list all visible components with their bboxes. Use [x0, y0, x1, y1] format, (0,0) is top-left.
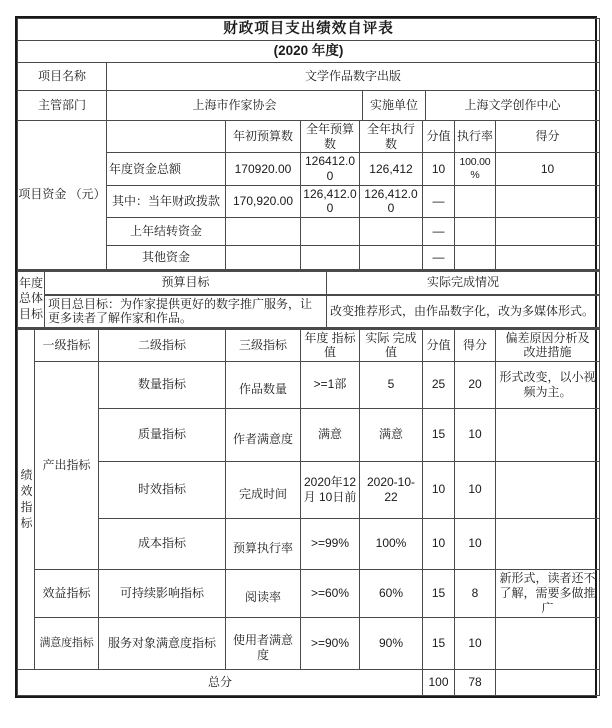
perf-col-actual: 实际 完成值 — [360, 329, 423, 362]
perf-score: 20 — [455, 361, 496, 408]
perf-level3: 使用者满意度 — [226, 617, 301, 669]
funds-points-value: — — [423, 245, 455, 269]
perf-actual: 60% — [360, 569, 423, 617]
funds-score-value: 10 — [496, 153, 600, 185]
funds-points-value: — — [423, 217, 455, 245]
funds-annual-value: 126,412.00 — [301, 185, 360, 217]
total-row — [18, 669, 600, 695]
total-points-value: 100 — [423, 669, 455, 695]
performance-table — [17, 328, 600, 696]
funds-score-value — [496, 185, 600, 217]
funds-initial-value — [226, 217, 301, 245]
perf-level2: 服务对象满意度指标 — [99, 617, 226, 669]
perf-target: 2020年12月 10日前 — [301, 461, 360, 518]
perf-actual: 满意 — [360, 408, 423, 461]
funds-points-value: — — [423, 185, 455, 217]
report-year: (2020 年度) — [18, 41, 600, 63]
perf-points: 15 — [423, 569, 455, 617]
funds-executed-value — [360, 245, 423, 269]
funds-score-value — [496, 217, 600, 245]
funds-annual-value — [301, 217, 360, 245]
project-name-label: 项目名称 — [18, 63, 107, 91]
perf-col-target: 年度 指标值 — [301, 329, 360, 362]
perf-col-deviation: 偏差原因分析及 改进措施 — [496, 329, 600, 362]
funds-executed-value: 126,412 — [360, 153, 423, 185]
perf-points: 15 — [423, 617, 455, 669]
perf-target: >=1部 — [301, 361, 360, 408]
perf-score: 10 — [455, 461, 496, 518]
perf-level3: 作品数量 — [226, 361, 301, 408]
funds-initial-value — [226, 245, 301, 269]
perf-score: 10 — [455, 408, 496, 461]
annual-goal-table — [17, 270, 600, 328]
total-label: 总分 — [18, 669, 423, 695]
funds-table — [17, 121, 600, 270]
perf-row-benefit — [18, 569, 600, 617]
perf-level3: 作者满意度 — [226, 408, 301, 461]
impl-unit-value: 上海文学创作中心 — [426, 91, 600, 121]
perf-level2: 成本指标 — [99, 518, 226, 569]
funds-annual-value — [301, 245, 360, 269]
funds-col-annual-budget: 全年预算数 — [301, 121, 360, 153]
perf-target: 满意 — [301, 408, 360, 461]
perf-row-timeliness — [18, 461, 600, 518]
funds-annual-value: 126412.00 — [301, 153, 360, 185]
funds-section-label: 项目资金 （元） — [18, 121, 107, 269]
funds-col-score: 得分 — [496, 121, 600, 153]
impl-unit-label: 实施单位 — [363, 91, 426, 121]
empty-cell — [496, 669, 600, 695]
funds-row-name: 其他资金 — [107, 245, 226, 269]
budget-goal-text: 项目总目标：为作家提供更好的数字推广服务，让更多读者了解作家和作品。 — [45, 295, 327, 327]
budget-goal-header: 预算目标 — [45, 271, 327, 295]
dept-label: 主管部门 — [18, 91, 107, 121]
perf-col-level1: 一级指标 — [35, 329, 99, 362]
header-table — [17, 18, 600, 121]
funds-points-value: 10 — [423, 153, 455, 185]
perf-col-level2: 二级指标 — [99, 329, 226, 362]
funds-row-name: 上年结转资金 — [107, 217, 226, 245]
funds-rate-value — [455, 185, 496, 217]
funds-rate-value — [455, 245, 496, 269]
funds-initial-value: 170,920.00 — [226, 185, 301, 217]
perf-level3: 阅读率 — [226, 569, 301, 617]
perf-points: 15 — [423, 408, 455, 461]
dept-value: 上海市作家协会 — [107, 91, 363, 121]
empty-cell — [107, 121, 226, 153]
perf-deviation — [496, 617, 600, 669]
perf-score: 10 — [455, 617, 496, 669]
perf-col-level3: 三级指标 — [226, 329, 301, 362]
perf-group-satisfaction: 满意度指标 — [35, 617, 99, 669]
perf-row-quality — [18, 408, 600, 461]
perf-row-satisfaction — [18, 617, 600, 669]
perf-target: >=90% — [301, 617, 360, 669]
funds-row-name: 年度资金总额 — [107, 153, 226, 185]
annual-goal-section-label: 年度总体目标 — [18, 271, 45, 327]
perf-level2: 时效指标 — [99, 461, 226, 518]
perf-points: 10 — [423, 461, 455, 518]
funds-score-value — [496, 245, 600, 269]
perf-col-score: 得分 — [455, 329, 496, 362]
funds-col-initial-budget: 年初预算数 — [226, 121, 301, 153]
perf-deviation — [496, 518, 600, 569]
actual-completion-header: 实际完成情况 — [327, 271, 600, 295]
funds-executed-value — [360, 217, 423, 245]
perf-level2: 质量指标 — [99, 408, 226, 461]
perf-actual: 100% — [360, 518, 423, 569]
perf-col-points: 分值 — [423, 329, 455, 362]
actual-completion-text: 改变推荐形式，由作品数字化，改为多媒体形式。 — [327, 295, 600, 327]
perf-points: 25 — [423, 361, 455, 408]
perf-target: >=99% — [301, 518, 360, 569]
perf-points: 10 — [423, 518, 455, 569]
perf-score: 8 — [455, 569, 496, 617]
perf-level2: 数量指标 — [99, 361, 226, 408]
perf-deviation — [496, 461, 600, 518]
perf-level3: 预算执行率 — [226, 518, 301, 569]
perf-actual: 90% — [360, 617, 423, 669]
perf-row-cost — [18, 518, 600, 569]
funds-rate-value — [455, 217, 496, 245]
perf-group-output: 产出指标 — [35, 361, 99, 569]
perf-group-benefit: 效益指标 — [35, 569, 99, 617]
perf-score: 10 — [455, 518, 496, 569]
report-title: 财政项目支出绩效自评表 — [18, 19, 600, 41]
perf-level2: 可持续影响指标 — [99, 569, 226, 617]
funds-executed-value: 126,412.00 — [360, 185, 423, 217]
perf-actual: 2020-10-22 — [360, 461, 423, 518]
perf-level3: 完成时间 — [226, 461, 301, 518]
perf-section-label: 绩效指标 — [18, 329, 35, 670]
perf-deviation — [496, 408, 600, 461]
funds-rate-value: 100.00% — [455, 153, 496, 185]
perf-deviation: 形式改变，以小视频为主。 — [496, 361, 600, 408]
perf-target: >=60% — [301, 569, 360, 617]
funds-row-name: 其中：当年财政拨款 — [107, 185, 226, 217]
funds-col-exec-rate: 执行率 — [455, 121, 496, 153]
total-score-value: 78 — [455, 669, 496, 695]
funds-col-points: 分值 — [423, 121, 455, 153]
perf-deviation: 新形式，读者还不了解，需要多做推广 — [496, 569, 600, 617]
funds-col-executed: 全年执行数 — [360, 121, 423, 153]
funds-initial-value: 170920.00 — [226, 153, 301, 185]
perf-row-quantity — [18, 361, 600, 408]
perf-actual: 5 — [360, 361, 423, 408]
project-name-value: 文学作品数字出版 — [107, 63, 600, 91]
self-evaluation-table — [15, 16, 597, 698]
